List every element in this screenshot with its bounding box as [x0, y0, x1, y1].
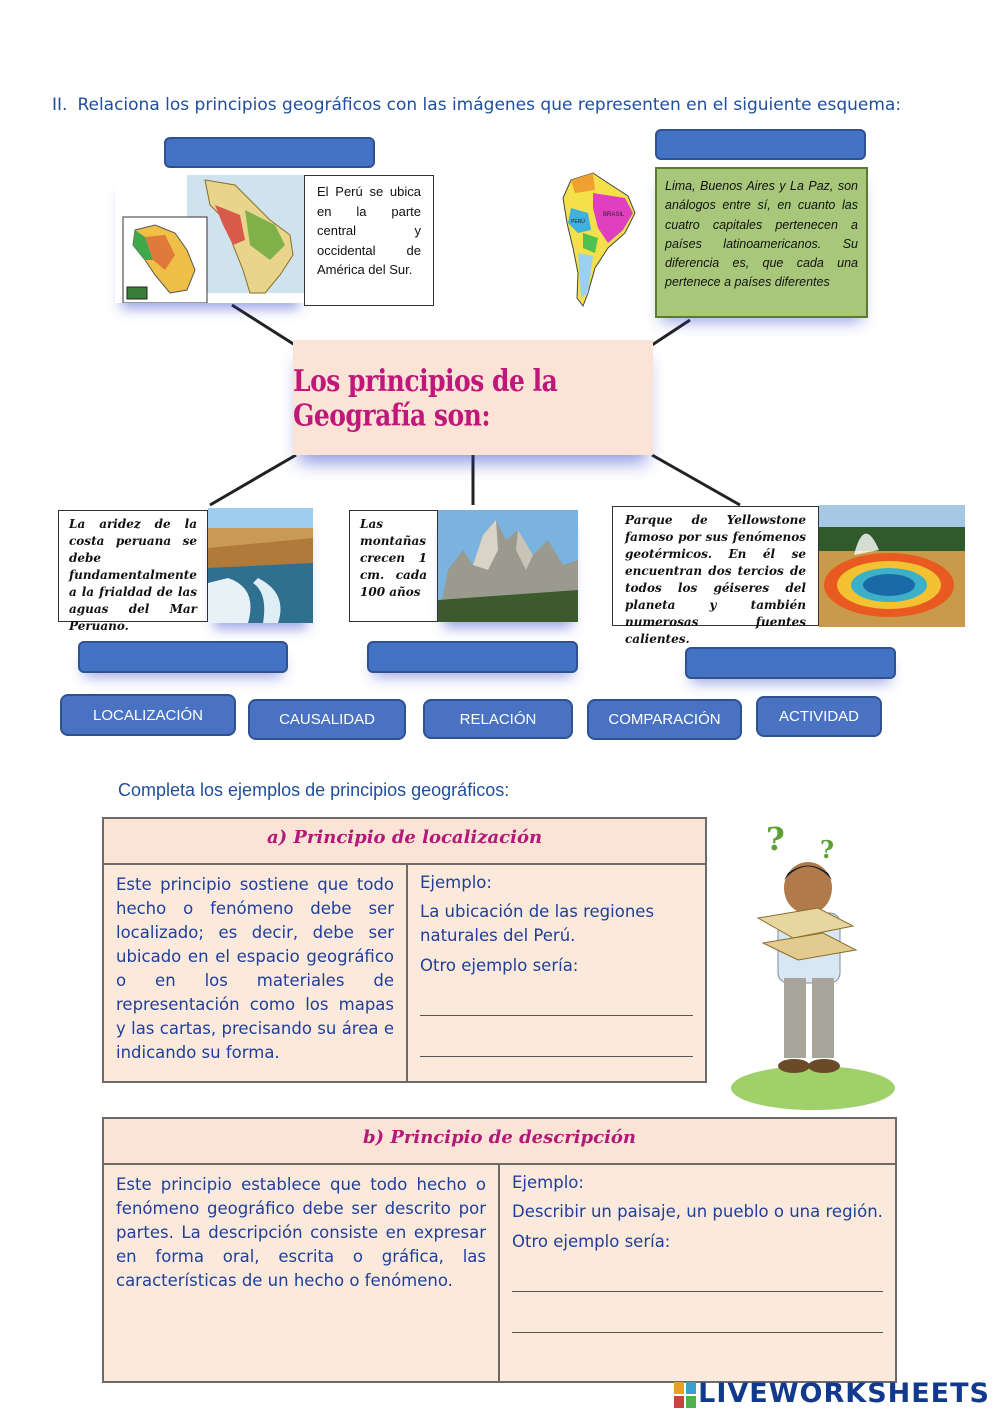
instruction-number: II.	[52, 95, 68, 115]
yellowstone-photo-graphic	[819, 505, 965, 627]
principle-b-other-label: Otro ejemplo sería:	[512, 1232, 671, 1251]
south-america-political-map-image	[553, 168, 640, 308]
principle-a-example-label: Ejemplo:	[420, 873, 492, 892]
center-title-box	[293, 340, 653, 455]
option-causalidad-label: CAUSALIDAD	[279, 711, 375, 728]
principle-b-answer-line-2[interactable]	[512, 1312, 883, 1333]
liveworksheets-brand	[674, 1378, 990, 1409]
peru-map-label: PERÚ	[571, 219, 585, 225]
peru-location-text: El Perú se ubica en la parte central y occidental de América del Sur.	[317, 184, 421, 277]
mountains-text-box	[349, 510, 438, 622]
liveworksheets-logo-icon	[674, 1382, 696, 1408]
option-relacion[interactable]	[423, 699, 573, 739]
principle-a-example-cell	[407, 864, 706, 1082]
coast-photo-graphic	[208, 508, 313, 623]
principle-a-table	[102, 817, 707, 1083]
principle-a-answer-line-1[interactable]	[420, 995, 693, 1016]
mountains-photo-graphic	[438, 510, 578, 622]
option-causalidad[interactable]	[248, 699, 406, 740]
principle-a-body-cell	[103, 864, 407, 1082]
option-comparacion-label: COMPARACIÓN	[608, 711, 721, 728]
section-subheading: Completa los ejemplos de principios geográficos:	[118, 780, 510, 800]
principle-b-title: b) Principio de descripción	[103, 1118, 896, 1164]
instruction-text: Relaciona los principios geográficos con las imágenes que representen en el siguiente esquema:	[77, 95, 902, 115]
south-america-map	[115, 175, 305, 303]
answer-drop-zone-5[interactable]	[685, 647, 896, 679]
principle-b-body-cell	[103, 1164, 499, 1382]
coast-text: La aridez de la costa peruana se debe fundamentalmente a la frialdad de las aguas del Mar Peruano.	[69, 517, 197, 633]
principle-a-answer-line-2[interactable]	[420, 1036, 693, 1057]
principle-b-example-cell	[499, 1164, 896, 1382]
connector-line	[652, 320, 690, 345]
mountains-photo	[438, 510, 578, 622]
political-map	[553, 168, 640, 308]
capitals-text-box	[655, 167, 868, 318]
yellowstone-text-box	[612, 506, 819, 646]
option-localizacion[interactable]	[60, 694, 236, 736]
capitals-text: Lima, Buenos Aires y La Paz, son análogos entre sí, en cuanto las cuatro capitales pertenecen a países latinoamericanos. Su diferencia es, que cada una pertenece a países diferentes	[665, 179, 858, 290]
question-mark-icon: ?	[766, 820, 785, 858]
connector-line	[210, 455, 296, 505]
brand-text: LIVEWORKSHEETS	[698, 1378, 990, 1409]
option-localizacion-label: LOCALIZACIÓN	[92, 706, 204, 724]
option-comparacion[interactable]	[587, 699, 742, 740]
brasil-map-label: BRASIL	[603, 212, 625, 218]
connector-line	[232, 305, 295, 345]
mountains-text: Las montañas crecen 1 cm. cada 100 años	[360, 517, 427, 599]
coast-photo	[208, 508, 313, 623]
boy-illustration	[728, 818, 898, 1114]
connector-line	[652, 455, 740, 505]
principle-b-table	[102, 1117, 897, 1383]
principle-b-example-label: Ejemplo:	[512, 1173, 584, 1192]
peru-location-map-image	[115, 175, 305, 303]
principle-b-answer-line-1[interactable]	[512, 1271, 883, 1292]
question-mark-icon: ?	[820, 835, 835, 864]
peru-location-text-box	[304, 175, 434, 306]
answer-drop-zone-4[interactable]	[367, 641, 578, 673]
answer-drop-zone-1[interactable]	[164, 137, 375, 168]
coast-text-box	[58, 510, 208, 633]
principle-b-body: Este principio establece que todo hecho o fenómeno geográfico debe ser descrito por partes. La descripción consiste en expresar en forma oral, escrita o gráfica, las características de un hecho o fenómeno.	[116, 1175, 486, 1290]
answer-drop-zone-3[interactable]	[78, 641, 288, 673]
principle-a-title: a) Principio de localización	[103, 818, 706, 864]
answer-drop-zone-2[interactable]	[655, 129, 866, 160]
principle-a-example: La ubicación de las regiones naturales del Perú.	[420, 902, 655, 945]
principle-a-other-label: Otro ejemplo sería:	[420, 956, 579, 975]
yellowstone-text: Parque de Yellowstone famoso por sus fenómenos geotérmicos. En él se encuentran dos tercios de todos los géiseres del planeta y también numerosas fuentes calientes.	[625, 513, 806, 646]
yellowstone-photo	[819, 505, 965, 627]
center-title: Los principios de la Geografía son:	[293, 362, 558, 433]
option-relacion-label: RELACIÓN	[459, 710, 537, 728]
principle-b-example: Describir un paisaje, un pueblo o una región.	[512, 1202, 883, 1221]
option-actividad-label: ACTIVIDAD	[778, 708, 859, 725]
boy-with-map-illustration	[728, 818, 898, 1114]
option-actividad[interactable]	[756, 696, 882, 737]
principle-a-body: Este principio sostiene que todo hecho o fenómeno debe ser localizado; es decir, debe ser ubicado en el espacio geográfico o en los materiales de representación como los mapas y las cartas, precisando su área e indicando su forma.	[116, 875, 394, 1062]
